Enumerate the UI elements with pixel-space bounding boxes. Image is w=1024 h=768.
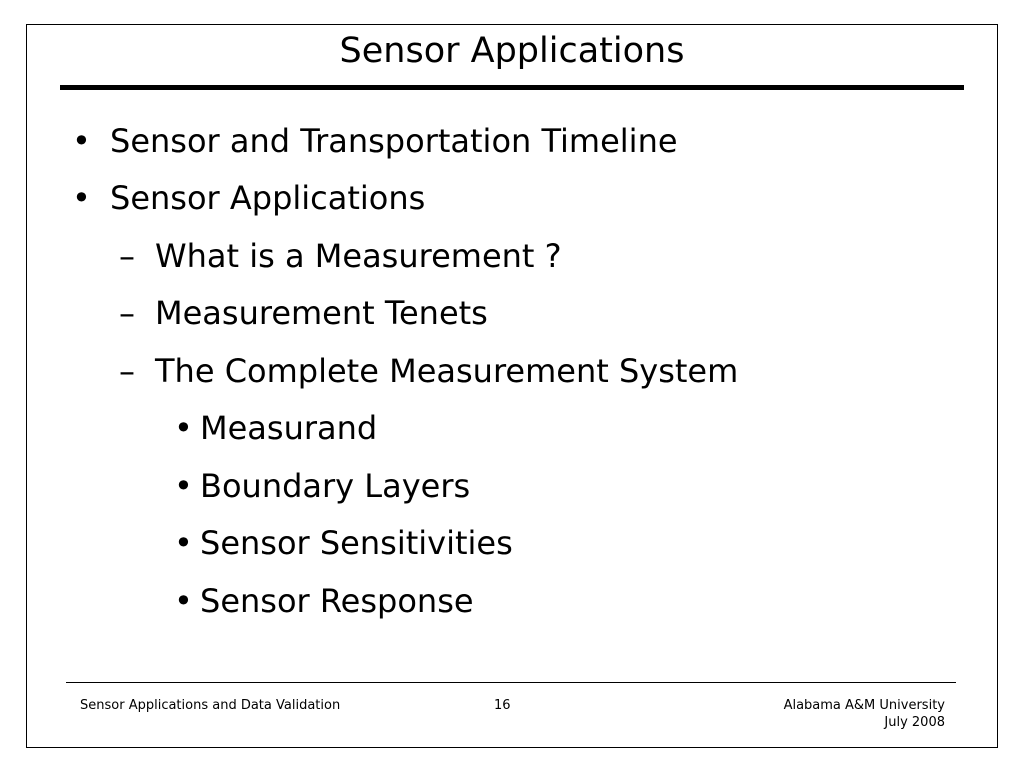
bullet-text: Sensor Sensitivities — [200, 524, 513, 562]
bullet-item — [72, 175, 425, 221]
bullet-marker: • — [174, 467, 193, 505]
bullet-item — [119, 348, 738, 394]
bullet-text: Boundary Layers — [200, 467, 471, 505]
bullet-marker: • — [174, 409, 193, 447]
bullet-text: Sensor Response — [200, 582, 474, 620]
bullet-text: What is a Measurement ? — [155, 237, 562, 275]
bullet-item — [119, 290, 488, 336]
bullet-text: Measurand — [200, 409, 378, 447]
footer-affiliation — [784, 697, 945, 731]
bullet-marker: • — [174, 524, 193, 562]
slide-title: Sensor Applications — [339, 31, 685, 71]
bullet-marker: • — [174, 582, 193, 620]
footer-course-title: Sensor Applications and Data Validation — [80, 698, 341, 713]
bullet-text: Sensor and Transportation Timeline — [110, 122, 678, 160]
footer-page-number: 16 — [494, 698, 511, 713]
bullet-item — [119, 233, 562, 279]
bullet-marker: • — [72, 179, 91, 217]
bullet-item — [72, 118, 678, 164]
bullet-text: The Complete Measurement System — [155, 352, 739, 390]
footer-divider — [66, 682, 956, 683]
bullet-marker: • — [72, 122, 91, 160]
bullet-item — [174, 463, 470, 509]
footer-date: July 2008 — [884, 715, 945, 730]
title-underline — [60, 85, 964, 90]
bullet-item — [174, 520, 513, 566]
footer-university: Alabama A&M University — [783, 698, 945, 713]
dash-marker: – — [119, 352, 135, 390]
bullet-text: Sensor Applications — [110, 179, 426, 217]
dash-marker: – — [119, 294, 135, 332]
bullet-text: Measurement Tenets — [155, 294, 488, 332]
bullet-item — [174, 578, 474, 624]
dash-marker: – — [119, 237, 135, 275]
bullet-item — [174, 405, 377, 451]
